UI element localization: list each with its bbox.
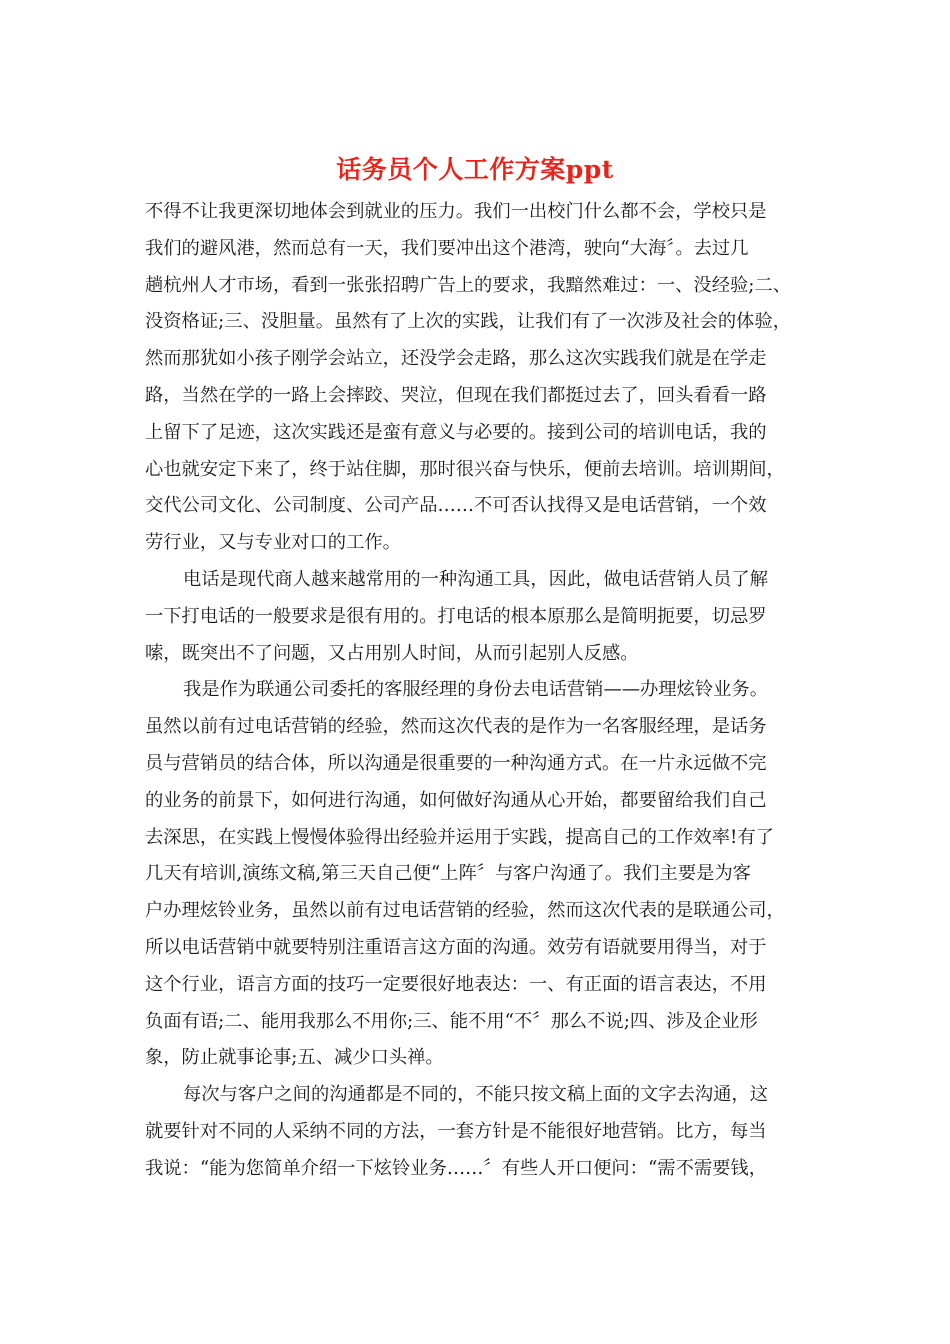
text-line: 虽然以前有过电话营销的经验，然而这次代表的是作为一名客服经理，是话务	[145, 716, 767, 738]
text-line: 趟杭州人才市场，看到一张张招聘广告上的要求，我黯然难过：一、没经验;二、	[145, 274, 792, 296]
paragraph-first-line: 每次与客户之间的沟通都是不同的，不能只按文稿上面的文字去沟通，这	[183, 1084, 768, 1106]
text-line: 就要针对不同的人采纳不同的方法，一套方针是不能很好地营销。比方，每当	[145, 1120, 767, 1142]
text-line: 不得不让我更深切地体会到就业的压力。我们一出校门什么都不会，学校只是	[145, 201, 767, 222]
text-line: 去深思，在实践上慢慢体验得出经验并运用于实践，提高自己的工作效率!有了	[145, 826, 774, 848]
text-line: 交代公司文化、公司制度、公司产品……不可否认找得又是电话营销，一个效	[145, 495, 767, 517]
text-line: 象，防止就事论事;五、减少口头禅。	[145, 1047, 444, 1069]
text-line: 一下打电话的一般要求是很有用的。打电话的根本原那么是简明扼要，切忌罗	[145, 605, 767, 627]
text-line: 负面有语;二、能用我那么不用你;三、能不用“不〞那么不说;四、涉及企业形	[145, 1010, 758, 1032]
text-line: 的业务的前景下，如何进行沟通，如何做好沟通从心开始，都要留给我们自己	[145, 789, 767, 811]
text-line: 户办理炫铃业务，虽然以前有过电话营销的经验，然而这次代表的是联通公司，	[145, 900, 785, 922]
paragraph-first-line: 电话是现代商人越来越常用的一种沟通工具，因此，做电话营销人员了解	[183, 568, 768, 590]
text-line: 上留下了足迹，这次实践还是蛮有意义与必要的。接到公司的培训电话，我的	[145, 421, 767, 443]
document-body	[145, 194, 815, 1188]
text-line: 我说：“能为您简单介绍一下炫铃业务……〞有些人开口便问：“需不需要钱，	[145, 1157, 767, 1179]
text-line: 所以电话营销中就要特别注重语言这方面的沟通。效劳有语就要用得当，对于	[145, 936, 767, 958]
text-line: 然而那犹如小孩子刚学会站立，还没学会走路，那么这次实践我们就是在学走	[145, 348, 767, 370]
text-line: 心也就安定下来了，终于站住脚，那时很兴奋与快乐，便前去培训。培训期间，	[145, 458, 785, 480]
text-line: 员与营销员的结合体，所以沟通是很重要的一种沟通方式。在一片永远做不完	[145, 752, 767, 774]
text-line: 劳行业，又与专业对口的工作。	[145, 532, 401, 554]
text-line: 我们的避风港，然而总有一天，我们要冲出这个港湾，驶向“大海〞。去过几	[145, 237, 749, 259]
text-line: 嗦，既突出不了问题，又占用别人时间，从而引起别人反感。	[145, 642, 639, 664]
text-line: 几天有培训,演练文稿,第三天自己便“上阵〞与客户沟通了。我们主要是为客	[145, 863, 751, 885]
paragraph-first-line: 我是作为联通公司委托的客服经理的身份去电话营销——办理炫铃业务。	[183, 679, 768, 701]
document-title: 话务员个人工作方案ppt	[336, 155, 614, 184]
text-line: 这个行业，语言方面的技巧一定要很好地表达：一、有正面的语言表达，不用	[145, 973, 767, 995]
text-line: 没资格证;三、没胆量。虽然有了上次的实践，让我们有了一次涉及社会的体验，	[145, 311, 792, 333]
text-line: 路，当然在学的一路上会摔跤、哭泣，但现在我们都挺过去了，回头看看一路	[145, 384, 767, 406]
